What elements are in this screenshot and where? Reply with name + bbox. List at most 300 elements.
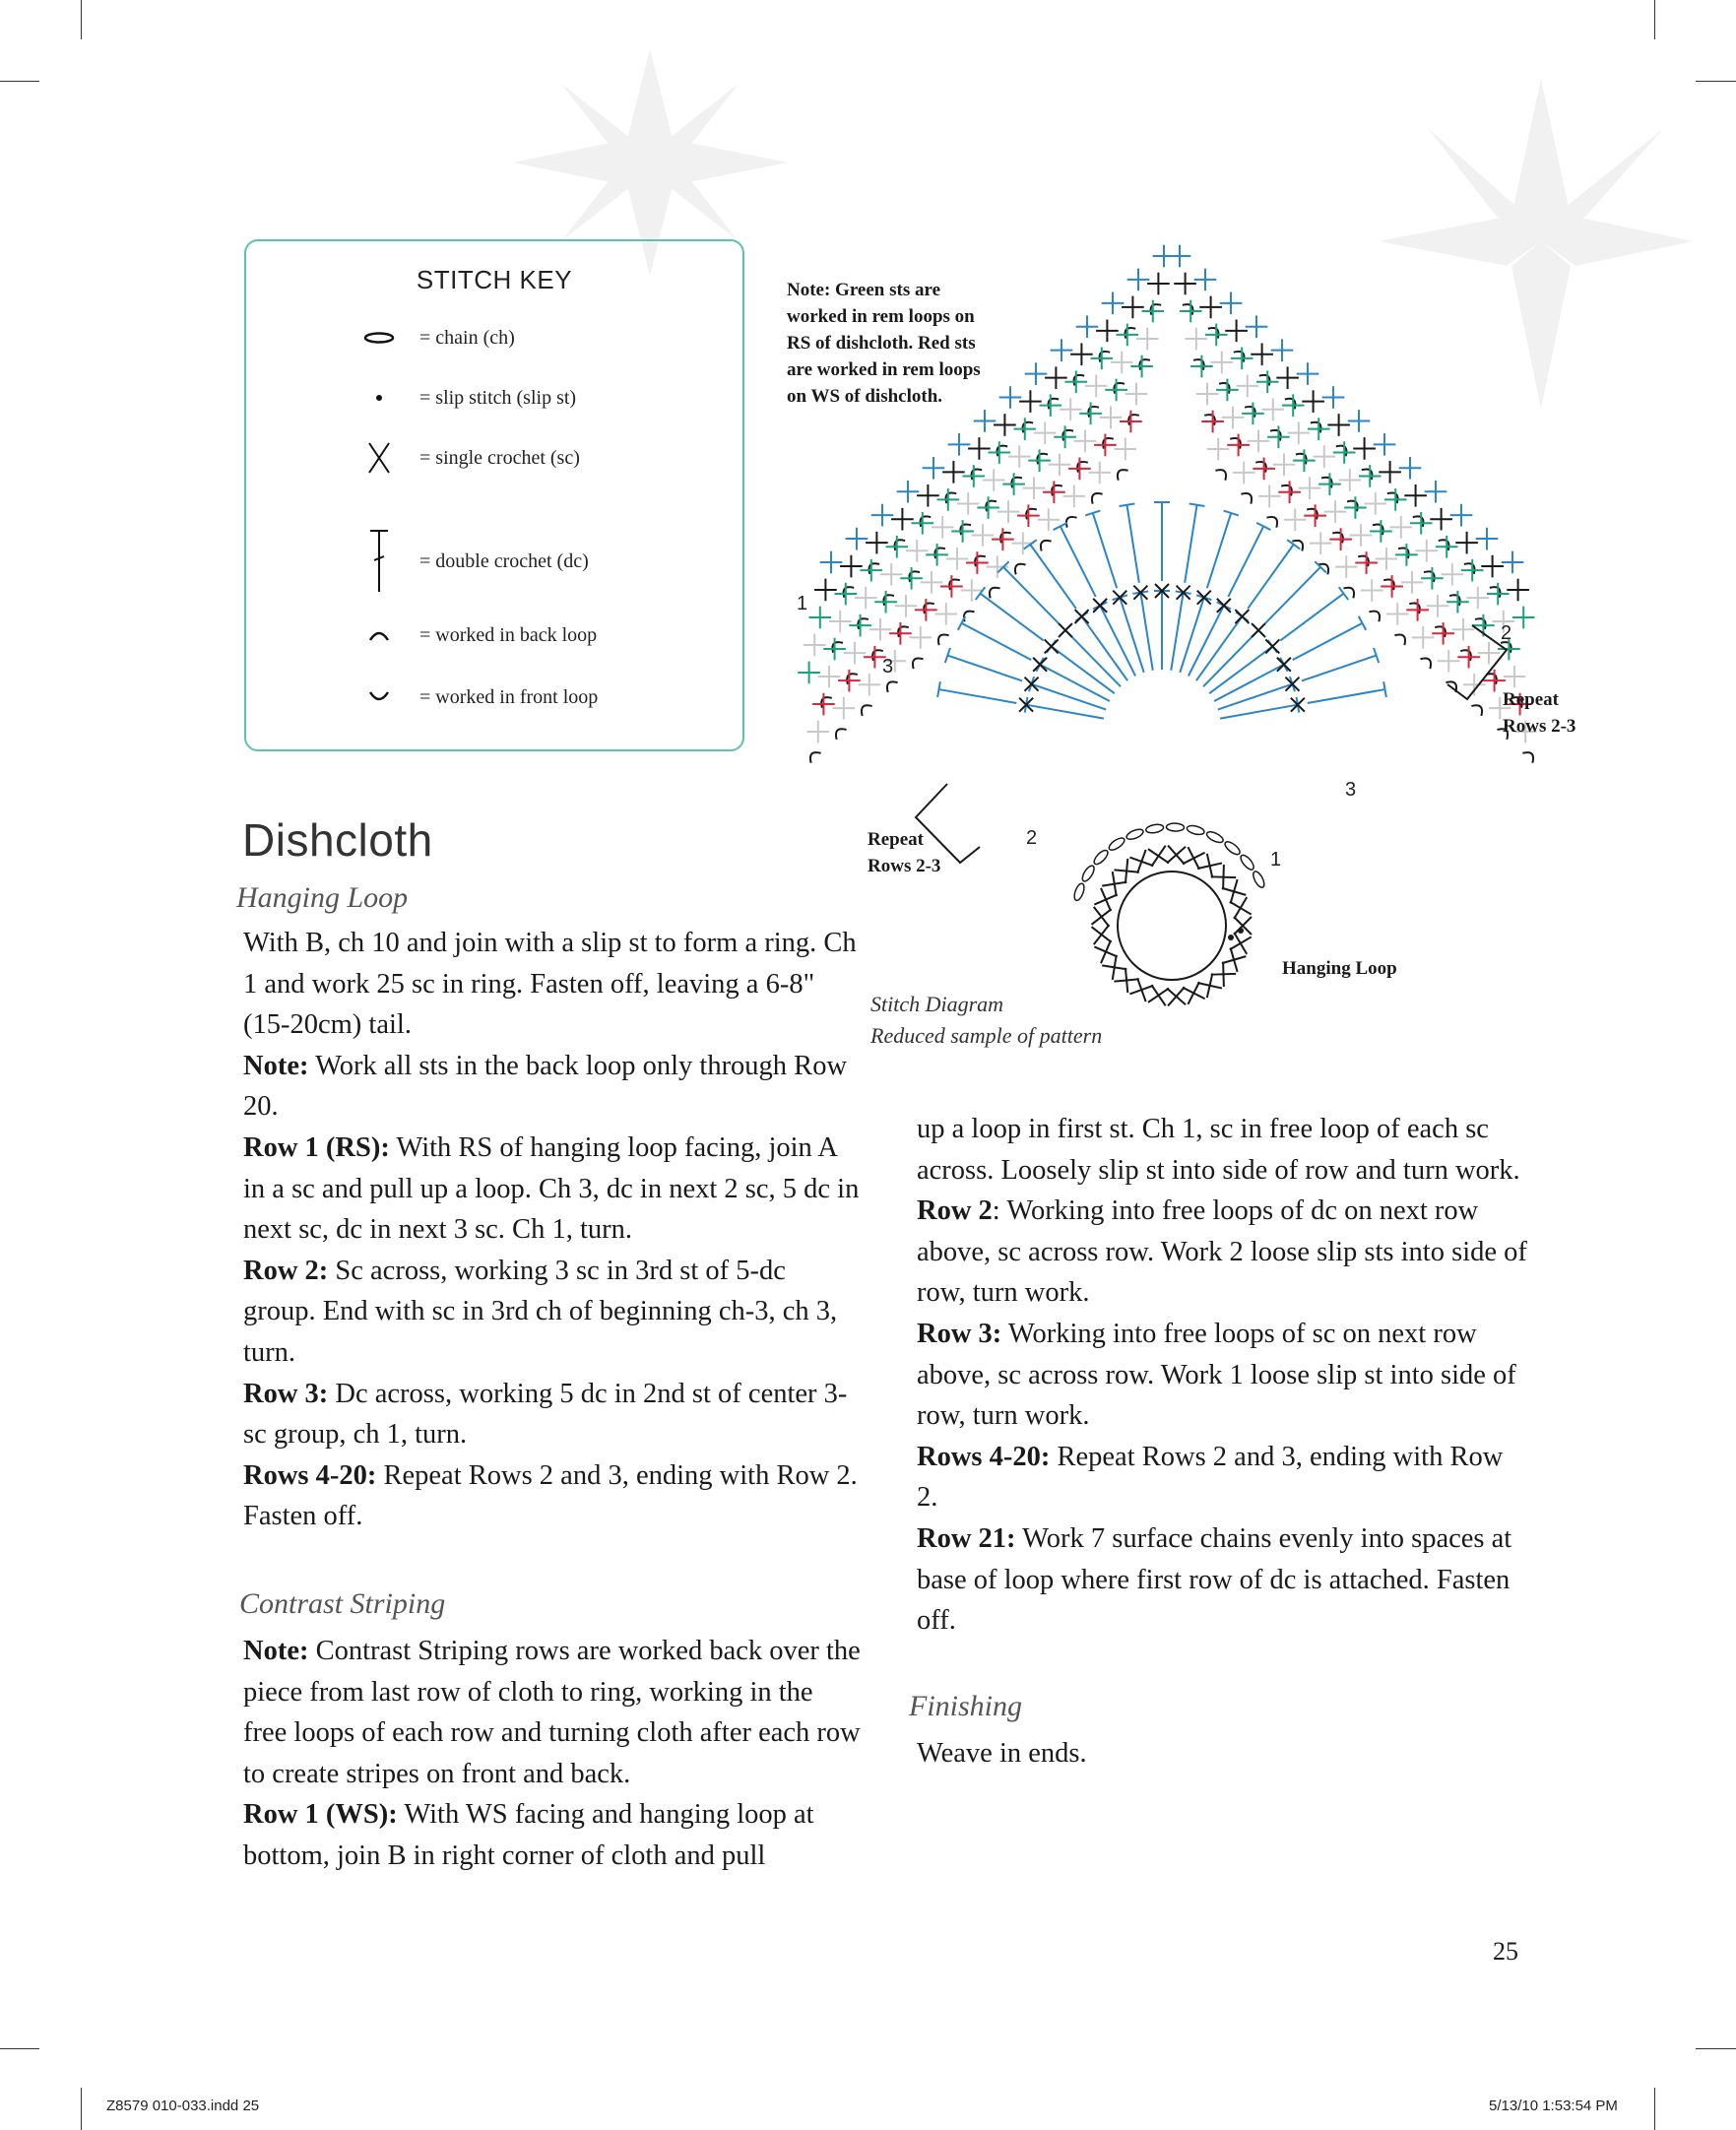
loop-arc-mark: [972, 552, 986, 566]
sc-stitch-mark: [1102, 871, 1126, 896]
sc-stitch-mark: [921, 571, 943, 594]
sc-stitch-mark: [1201, 411, 1224, 433]
sc-stitch-mark: [1285, 678, 1299, 691]
sc-stitch-mark: [1205, 324, 1228, 347]
sc-stitch-mark: [1310, 532, 1332, 554]
slip-stitch-mark: [1228, 935, 1234, 940]
sc-stitch-mark: [1386, 603, 1409, 625]
loop-arc-mark: [883, 678, 897, 692]
sc-stitch-mark: [1381, 575, 1403, 598]
sc-stitch-mark: [915, 599, 937, 621]
dot-icon: [345, 368, 414, 427]
sc-stitch-mark: [962, 465, 985, 487]
loop-arc-mark: [1215, 467, 1229, 481]
stitch-key-title: STITCH KEY: [416, 265, 573, 294]
sc-stitch-mark: [1512, 607, 1535, 629]
loop-arc-mark: [1111, 380, 1125, 394]
sc-stitch-mark: [844, 642, 867, 665]
paragraph-text: Work 7 surface chains evenly into spaces at base of loop where first row of dc is attached. Fasten off.: [917, 1522, 1512, 1637]
sc-stitch-mark: [1256, 370, 1279, 393]
repeat-label-line: Repeat: [1503, 689, 1559, 710]
diagram-note: [787, 277, 1023, 410]
dc-stitch-mark: [1140, 593, 1152, 671]
sc-stitch-mark: [1338, 469, 1361, 491]
loop-arc-mark: [1460, 647, 1474, 661]
dc-stitch-mark: [1180, 598, 1203, 673]
sc-stitch-mark: [832, 697, 855, 720]
sc-stitch-mark: [1313, 445, 1335, 468]
sc-stitch-mark: [1308, 418, 1330, 440]
sc-stitch-mark: [1399, 457, 1422, 480]
loop-arc-mark: [1383, 576, 1397, 590]
stitch-key-item: [345, 678, 598, 717]
crop-mark: [1654, 2088, 1655, 2130]
sc-stitch-mark: [1481, 555, 1504, 578]
loop-arc-mark: [1114, 467, 1127, 481]
sc-stitch-mark: [1043, 481, 1065, 503]
chain-stitch-mark: [1145, 823, 1164, 834]
loop-arc-mark: [917, 513, 931, 527]
sc-stitch-mark: [1322, 386, 1345, 409]
sc-stitch-mark: [1452, 618, 1475, 641]
sc-stitch-mark: [1487, 583, 1510, 606]
sc-stitch-mark: [1225, 320, 1248, 343]
caption-line: Reduced sample of pattern: [870, 1023, 1103, 1048]
loop-arc-mark: [1049, 482, 1062, 495]
stitch-key-label: = worked in back loop: [419, 623, 598, 646]
sc-stitch-mark: [1197, 854, 1222, 878]
loop-arc-mark: [1255, 458, 1269, 472]
paragraph: [243, 1251, 862, 1374]
sc-stitch-mark: [1233, 462, 1255, 484]
bold-label: Row 1 (RS):: [243, 1131, 390, 1163]
loop-arc-mark: [1008, 474, 1022, 487]
sc-stitch-mark: [823, 638, 846, 661]
sc-stitch-mark: [1463, 674, 1486, 696]
dc-stitch-mark: [1228, 526, 1263, 596]
loop-arc-mark: [1074, 458, 1088, 472]
sc-stitch-mark: [1148, 846, 1169, 867]
diagram-note-line: Note: Green sts are: [787, 280, 940, 300]
sc-stitch-mark: [1246, 315, 1268, 338]
sc-stitch-mark: [972, 524, 995, 547]
loop-arc-mark: [1362, 466, 1376, 480]
bold-label: Row 1 (WS):: [243, 1799, 398, 1831]
sc-stitch-mark: [1235, 610, 1249, 623]
paragraph-text: Work all sts in the back loop only through Row 20.: [243, 1050, 848, 1123]
dc-stitch-mark: [1030, 545, 1076, 609]
row-number: 1: [797, 593, 808, 614]
sc-stitch-mark: [1271, 339, 1294, 361]
sc-stitch-mark: [806, 721, 829, 743]
loop-arc-mark: [818, 694, 832, 708]
sc-stitch-mark: [1085, 375, 1108, 398]
sc-stitch-mark: [1258, 485, 1281, 508]
sc-stitch-mark: [1236, 375, 1258, 398]
sc-stitch-mark: [1064, 370, 1087, 393]
loop-arc-mark: [1449, 592, 1463, 606]
loop-arc-mark: [1122, 325, 1135, 339]
crop-mark: [0, 2048, 39, 2049]
sc-stitch-mark: [960, 579, 983, 602]
sc-stitch-mark: [906, 540, 929, 562]
paragraph: [917, 1518, 1527, 1642]
dc-stitch-top: [1359, 616, 1366, 630]
dc-stitch-mark: [1248, 545, 1294, 609]
crop-mark: [1654, 0, 1655, 39]
paragraph: up a loop in first st. Ch 1, sc in free loop of each sc across. Loosely slip st into side of row and turn work.: [917, 1114, 1520, 1186]
sc-stitch-mark: [923, 457, 945, 480]
sc-stitch-mark: [911, 512, 933, 535]
dc-stitch-top: [958, 616, 965, 630]
sc-stitch-mark: [1227, 434, 1250, 457]
loop-arc-mark: [829, 639, 843, 653]
loop-arc-mark: [1281, 482, 1295, 495]
bold-label: Row 3:: [917, 1318, 1002, 1349]
sc-stitch-mark: [994, 414, 1016, 436]
crop-mark: [1696, 81, 1736, 82]
sc-stitch-mark: [1379, 461, 1401, 484]
sc-stitch-mark: [1102, 955, 1126, 980]
loop-arc-mark: [1183, 301, 1196, 315]
sc-stitch-mark: [974, 410, 997, 432]
sc-stitch-mark: [1167, 846, 1186, 865]
sc-stitch-mark: [1261, 398, 1284, 420]
chain-stitch-mark: [1125, 827, 1145, 841]
sc-stitch-mark: [1169, 245, 1191, 268]
sc-stitch-mark: [948, 433, 971, 456]
loop-arc-mark: [1266, 513, 1280, 527]
sc-stitch-mark: [1025, 362, 1048, 385]
crop-mark: [81, 2088, 82, 2130]
sc-stitch-mark: [1277, 658, 1291, 672]
loop-arc-mark: [909, 655, 923, 669]
sc-stitch-mark: [1113, 591, 1126, 605]
finishing-text: [917, 1733, 1527, 1775]
bold-label: Row 3:: [243, 1378, 329, 1409]
sc-stitch-mark: [814, 579, 837, 602]
loop-arc-mark: [1413, 513, 1427, 527]
cup-icon: [345, 668, 414, 727]
loop-arc-mark: [1369, 608, 1382, 621]
sc-stitch-mark: [1441, 563, 1463, 586]
row-number: 3: [882, 656, 894, 678]
chain-stitch-mark: [1252, 870, 1267, 889]
sc-stitch-mark: [1068, 458, 1091, 481]
sc-stitch-mark: [951, 520, 974, 543]
sc-stitch-mark: [858, 674, 880, 696]
loop-arc-mark: [1373, 521, 1386, 535]
paragraph: [243, 1631, 862, 1794]
sc-stitch-mark: [1017, 504, 1040, 527]
loop-arc-mark: [1147, 301, 1161, 315]
bold-label: Note:: [243, 1050, 309, 1081]
dc-stitch-top: [1024, 540, 1037, 549]
t-icon: [345, 532, 414, 591]
paragraph-text: Dc across, working 5 dc in 2nd st of center 3-sc group, ch 1, turn.: [243, 1378, 848, 1451]
paragraph-text: : Working into free loops of dc on next row above, sc across row. Work 2 loose slip sts into side of row, turn work.: [917, 1195, 1527, 1309]
loop-arc-mark: [1321, 474, 1335, 487]
loop-arc-mark: [1285, 395, 1299, 409]
loop-arc-mark: [1011, 560, 1025, 574]
stitch-key-label: = double crochet (dc): [419, 549, 589, 572]
dc-stitch-top: [1120, 504, 1135, 506]
loop-arc-mark: [1045, 395, 1059, 409]
sc-stitch-mark: [1076, 315, 1099, 338]
sc-stitch-mark: [1211, 962, 1236, 987]
loop-arc-mark: [1394, 631, 1408, 645]
loop-arc-mark: [840, 584, 854, 598]
chain-stitch-mark: [1223, 840, 1242, 857]
loop-arc-mark: [1037, 537, 1051, 550]
caption-line: Stitch Diagram: [870, 992, 1004, 1016]
sc-stitch-mark: [1194, 269, 1217, 291]
sc-stitch-mark: [818, 666, 841, 688]
loop-arc-mark: [895, 623, 909, 637]
loop-arc-mark: [1475, 615, 1489, 629]
sc-stitch-mark: [1070, 343, 1093, 365]
paragraph: Weave in ends.: [917, 1738, 1087, 1769]
dc-stitch-mark: [1207, 513, 1231, 588]
sc-stitch-mark: [1062, 485, 1085, 508]
sc-stitch-mark: [1092, 907, 1112, 927]
loop-arc-mark: [1296, 450, 1310, 464]
crop-mark: [1696, 2048, 1736, 2049]
sc-stitch-mark: [869, 618, 892, 641]
paragraph-text: Repeat Rows 2 and 3, ending with Row 2.: [917, 1441, 1504, 1514]
bold-label: Rows 4-20:: [917, 1441, 1051, 1472]
loop-arc-mark: [1193, 356, 1207, 370]
dc-stitch-mark: [1265, 567, 1320, 623]
sc-stitch-mark: [1415, 540, 1438, 562]
sc-stitch-mark: [1432, 622, 1454, 645]
chain-stitch-mark: [1186, 824, 1204, 836]
loop-arc-mark: [806, 749, 820, 763]
sc-stitch-mark: [1025, 678, 1039, 691]
dc-stitch-mark: [1293, 623, 1363, 660]
sc-stitch-mark: [942, 461, 965, 484]
diagram-note-line: RS of dishcloth. Red sts: [787, 333, 976, 354]
sc-stitch-mark: [1116, 324, 1138, 347]
sc-stitch-mark: [1231, 348, 1254, 370]
sc-stitch-mark: [1364, 492, 1386, 515]
loop-arc-mark: [1336, 442, 1350, 456]
sc-stitch-mark: [1333, 441, 1356, 464]
paragraph: [917, 1437, 1527, 1518]
sc-stitch-mark: [808, 607, 831, 629]
chain-oval-icon: [345, 308, 414, 367]
loop-arc-mark: [997, 529, 1011, 543]
sc-stitch-mark: [1324, 500, 1347, 523]
paragraph: [243, 1794, 862, 1876]
sc-stitch-mark: [1421, 567, 1444, 590]
loop-arc-mark: [1230, 435, 1244, 449]
sc-stitch-mark: [1461, 559, 1484, 582]
loop-arc-mark: [1490, 584, 1504, 598]
repeat-label-left: [868, 826, 940, 879]
sc-stitch-mark: [1220, 292, 1243, 315]
dc-stitch-mark: [962, 623, 1032, 660]
loop-arc-mark: [994, 442, 1007, 456]
sc-stitch-mark: [909, 626, 932, 649]
loop-arc-mark: [1245, 403, 1258, 417]
loop-arc-mark: [1347, 497, 1361, 511]
sc-stitch-mark: [997, 500, 1020, 523]
loop-arc-mark: [880, 592, 894, 606]
loop-arc-mark: [1409, 600, 1423, 613]
sc-stitch-mark: [897, 481, 920, 503]
loop-arc-mark: [906, 568, 920, 582]
sc-stitch-mark: [1129, 850, 1153, 873]
sc-stitch-mark: [940, 575, 963, 598]
hanging-loop-label-text: Hanging Loop: [1282, 958, 1397, 979]
sc-stitch-mark: [1265, 639, 1279, 653]
sc-stitch-mark: [1302, 390, 1324, 413]
sc-stitch-mark: [1045, 639, 1059, 653]
sc-stitch-mark: [1359, 465, 1382, 487]
sc-stitch-mark: [1436, 536, 1458, 558]
sc-stitch-mark: [855, 587, 877, 610]
sc-stitch-mark: [1404, 484, 1427, 507]
dc-stitch-mark: [1061, 526, 1096, 596]
sc-stitch-mark: [968, 437, 991, 460]
loop-arc-mark: [968, 466, 982, 480]
dc-stitch-top: [1383, 681, 1386, 697]
crop-mark: [0, 81, 39, 82]
paragraph-text: Repeat Rows 2 and 3, ending with Row 2. Fasten off.: [243, 1459, 858, 1532]
sc-stitch-mark: [1267, 425, 1290, 448]
loop-arc-mark: [1270, 426, 1284, 440]
sc-stitch-mark: [1034, 421, 1057, 444]
sc-stitch-mark: [798, 662, 820, 684]
dc-stitch-top: [1189, 504, 1205, 506]
sc-stitch-mark: [860, 559, 882, 582]
sc-stitch-mark: [1100, 407, 1123, 429]
sc-stitch-mark: [1304, 504, 1326, 527]
loop-arc-mark: [1208, 325, 1222, 339]
loop-arc-mark: [1204, 412, 1218, 425]
sc-stitch-mark: [1074, 430, 1097, 453]
loop-arc-mark: [855, 615, 868, 629]
sc-stitch-mark: [932, 516, 954, 539]
loop-arc-mark: [1307, 505, 1320, 519]
repeat-label-line: Rows 2-3: [1503, 716, 1576, 737]
sc-stitch-mark: [1141, 300, 1164, 323]
sc-stitch-mark: [1361, 579, 1383, 602]
loop-arc-mark: [957, 521, 971, 535]
bold-label: Rows 4-20:: [243, 1459, 377, 1491]
paragraph: [917, 1314, 1527, 1437]
loop-arc-mark: [986, 584, 999, 598]
sc-stitch-mark: [1318, 473, 1341, 495]
loop-arc-mark: [869, 647, 883, 661]
sc-stitch-mark: [1476, 528, 1499, 550]
loop-arc-mark: [1125, 412, 1139, 425]
sc-stitch-mark: [804, 634, 826, 657]
sc-stitch-mark: [866, 532, 888, 554]
loop-arc-mark: [1387, 489, 1401, 503]
sc-stitch-mark: [1350, 524, 1373, 547]
sc-stitch-mark: [846, 528, 868, 550]
stitch-key-label: = chain (ch): [419, 326, 515, 349]
paragraph-text: With RS of hanging loop facing, join A in a sc and pull up a loop. Ch 3, dc in next 2 sc, 5 dc in next sc, dc in next 3 sc. Ch 1, turn.: [243, 1131, 860, 1246]
hanging-loop-ring: [1118, 871, 1226, 980]
sc-stitch-mark: [1410, 512, 1433, 535]
loop-arc-mark: [934, 631, 948, 645]
subheading-finishing: Finishing: [909, 1690, 1023, 1722]
row-number: 3: [1345, 779, 1357, 801]
sc-stitch-mark: [1376, 548, 1398, 570]
sc-stitch-mark: [1348, 410, 1371, 432]
sc-stitch-mark: [1114, 859, 1138, 883]
dc-stitch-top: [1054, 523, 1067, 530]
sc-stitch-mark: [1114, 968, 1138, 993]
stitch-key-item: [345, 378, 576, 418]
sc-stitch-mark: [1389, 516, 1412, 539]
loop-arc-mark: [832, 726, 846, 740]
sc-stitch-mark: [889, 622, 912, 645]
arch-icon: [345, 606, 414, 665]
sc-stitch-mark: [1114, 438, 1136, 461]
sc-stitch-mark: [1002, 473, 1025, 495]
right-column: [917, 1109, 1527, 1642]
paragraph: With B, ch 10 and join with a slip st to form a ring. Ch 1 and work 25 sc in ring. Fasten off, leaving a 6-8" (15-20cm) tail.: [243, 928, 857, 1041]
sc-stitch-mark: [1049, 453, 1071, 476]
paragraph-text: Contrast Striping rows are worked back over the piece from last row of cloth to ring, working in the free loops of each row and turning cloth after each row to create stripes on front and back.: [243, 1636, 861, 1789]
x-icon: [345, 428, 414, 487]
sc-stitch-mark: [1425, 481, 1447, 503]
dc-stitch-mark: [938, 689, 1016, 703]
bold-label: Note:: [243, 1636, 309, 1666]
repeat-label-line: Rows 2-3: [868, 856, 941, 876]
sc-stitch-mark: [1222, 407, 1245, 429]
dc-stitch-mark: [1120, 598, 1143, 673]
chain-stitch-mark: [1239, 853, 1256, 871]
sc-stitch-mark: [829, 611, 852, 633]
sc-stitch-mark: [1093, 599, 1107, 613]
sc-stitch-mark: [1060, 398, 1082, 420]
sc-stitch-mark: [1023, 477, 1046, 499]
sc-stitch-mark: [1253, 458, 1275, 481]
repeat-label-right: [1503, 686, 1575, 740]
sc-stitch-mark: [1412, 626, 1435, 649]
loop-arc-mark: [1424, 568, 1438, 582]
sc-stitch-mark: [1278, 481, 1301, 503]
sc-stitch-mark: [1148, 985, 1169, 1005]
sc-stitch-mark: [1293, 449, 1316, 472]
paragraph: [243, 1046, 862, 1128]
sc-stitch-mark: [1196, 383, 1219, 406]
sc-stitch-mark: [871, 504, 894, 527]
sc-stitch-mark: [880, 563, 903, 586]
sc-stitch-mark: [1130, 355, 1153, 378]
loop-arc-mark: [932, 545, 945, 558]
loop-arc-mark: [1420, 655, 1434, 669]
sc-stitch-mark: [1028, 449, 1051, 472]
slug-right: 5/13/10 1:53:54 PM: [1489, 2098, 1618, 2114]
loop-arc-mark: [1358, 552, 1372, 566]
sc-stitch-mark: [1120, 411, 1142, 433]
sc-stitch-mark: [977, 496, 999, 519]
sc-stitch-mark: [840, 555, 863, 578]
sc-stitch-mark: [1504, 666, 1526, 688]
sc-stitch-mark: [1136, 328, 1159, 351]
stitch-key-box: [244, 239, 744, 751]
subheading-contrast-striping: Contrast Striping: [239, 1587, 446, 1620]
sc-stitch-mark: [1122, 296, 1144, 319]
sc-stitch-mark: [1094, 434, 1117, 457]
sc-stitch-mark: [934, 603, 957, 625]
